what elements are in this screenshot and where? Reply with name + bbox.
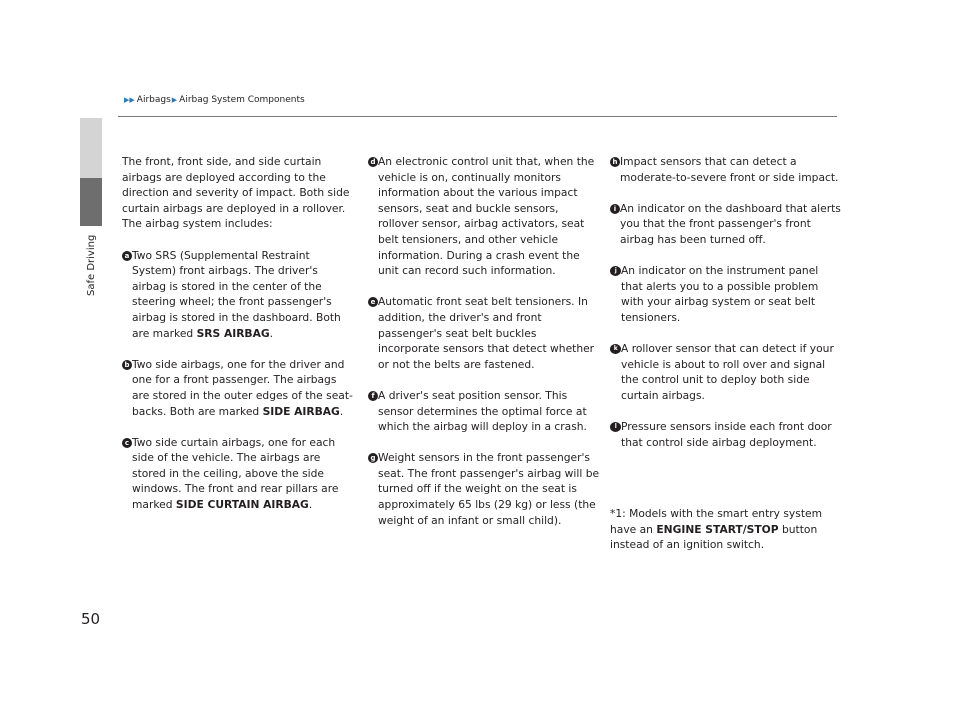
number-badge-icon: e bbox=[368, 297, 378, 307]
breadcrumb bbox=[124, 95, 305, 105]
number-badge-icon: c bbox=[122, 438, 132, 448]
page-number: 50 bbox=[81, 610, 101, 628]
number-badge-icon: d bbox=[368, 157, 378, 167]
breadcrumb-arrow-icon: ▶ bbox=[171, 96, 178, 104]
header-divider bbox=[118, 116, 837, 117]
number-badge-icon: l bbox=[610, 422, 621, 432]
side-tab-top bbox=[80, 118, 102, 178]
column-3 bbox=[610, 154, 842, 553]
list-item: a Two SRS (Supplemental Restraint System) front airbags. The driver's airbag is stored in the center of the steering wheel; the front passenger's airbag is stored in the dashboard. Both are marked SRS AIRBAG. bbox=[122, 248, 354, 342]
number-badge-icon: f bbox=[368, 391, 378, 401]
breadcrumb-item-components[interactable]: Airbag System Components bbox=[179, 95, 305, 105]
number-badge-icon: i bbox=[610, 204, 620, 214]
section-label: Safe Driving bbox=[86, 234, 97, 296]
section-tab bbox=[80, 178, 102, 226]
list-item: l Pressure sensors inside each front door that control side airbag deployment. bbox=[610, 419, 842, 450]
breadcrumb-item-airbags[interactable]: Airbags bbox=[136, 95, 171, 105]
number-badge-icon: h bbox=[610, 157, 620, 167]
list-item: j An indicator on the instrument panel that alerts you to a possible problem with your airbag system or seat belt tensioners. bbox=[610, 263, 842, 325]
column-1 bbox=[122, 154, 354, 528]
list-item: k A rollover sensor that can detect if your vehicle is about to roll over and signal the control unit to deploy both side curtain airbags. bbox=[610, 341, 842, 403]
number-badge-icon: j bbox=[610, 266, 621, 276]
list-item: b Two side airbags, one for the driver and one for a front passenger. The airbags are stored in the outer edges of the seat-backs. Both are marked SIDE AIRBAG. bbox=[122, 357, 354, 419]
list-item: d An electronic control unit that, when the vehicle is on, continually monitors information about the various impact sensors, seat and buckle sensors, rollover sensor, airbag activators, seat belt tensioners, and other vehicle information. During a crash event the unit can record such information. bbox=[368, 154, 600, 279]
list-item: h Impact sensors that can detect a moderate-to-severe front or side impact. bbox=[610, 154, 842, 185]
list-item: g Weight sensors in the front passenger's seat. The front passenger's airbag will be turned off if the weight on the seat is approximately 65 lbs (29 kg) or less (the weight of an infant or small child). bbox=[368, 450, 600, 528]
number-badge-icon: k bbox=[610, 344, 621, 354]
list-item: e Automatic front seat belt tensioners. In addition, the driver's and front passenger's seat belt buckles incorporate sensors that detect whether or not the belts are fastened. bbox=[368, 294, 600, 372]
list-item: c Two side curtain airbags, one for each side of the vehicle. The airbags are stored in the ceiling, above the side windows. The front and rear pillars are marked SIDE CURTAIN AIRBAG. bbox=[122, 435, 354, 513]
column-2 bbox=[368, 154, 600, 544]
number-badge-icon: g bbox=[368, 453, 378, 463]
list-item: i An indicator on the dashboard that alerts you that the front passenger's front airbag has been turned off. bbox=[610, 201, 842, 248]
footnote: *1: Models with the smart entry system have an ENGINE START/STOP button instead of an ignition switch. bbox=[610, 507, 823, 552]
list-item: f A driver's seat position sensor. This sensor determines the optimal force at which the airbag will deploy in a crash. bbox=[368, 388, 600, 435]
breadcrumb-arrow-icon: ▶▶ bbox=[124, 96, 135, 104]
intro-text: The front, front side, and side curtain airbags are deployed according to the direction and severity of impact. Both side curtain airbags are deployed in a rollover. The airbag system includes: bbox=[122, 155, 350, 231]
number-badge-icon: b bbox=[122, 360, 132, 370]
number-badge-icon: a bbox=[122, 251, 132, 261]
